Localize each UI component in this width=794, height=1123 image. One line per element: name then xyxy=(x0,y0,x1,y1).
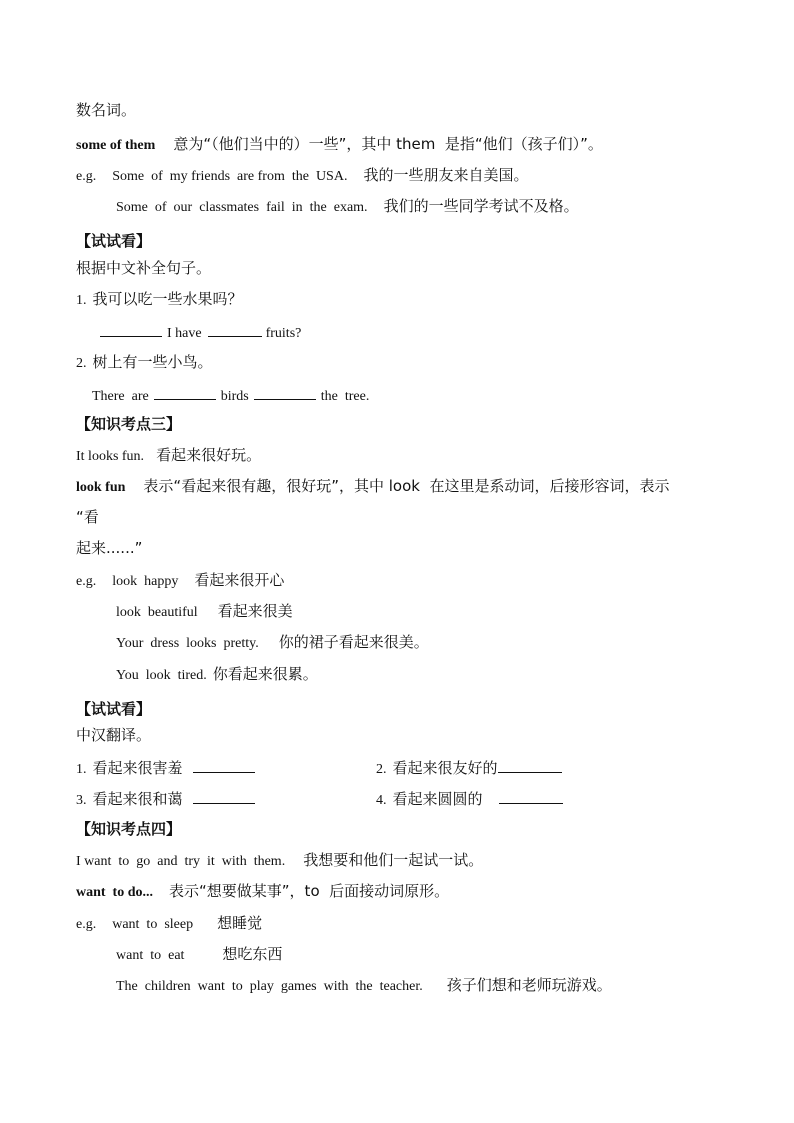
sentence-part: fruits? xyxy=(265,326,302,341)
sentence-part: I have xyxy=(167,326,202,341)
example-line xyxy=(76,571,284,591)
definition-line xyxy=(76,135,603,155)
translation-item-2 xyxy=(376,758,562,779)
example-chinese: 我想要和他们一起试一试。 xyxy=(303,851,484,869)
example-chinese: 想吃东西 xyxy=(222,945,283,963)
translation-item-3 xyxy=(76,789,255,810)
answer-line-2 xyxy=(92,385,369,406)
example-line xyxy=(116,976,612,996)
heading-text: 【试试看】 xyxy=(76,232,152,250)
translation-item-4 xyxy=(376,789,563,810)
text-line xyxy=(76,101,136,119)
definition-text: 意为“（他们当中的）一些”，其中 them 是指“他们（孩子们）”。 xyxy=(173,135,603,153)
question-2 xyxy=(76,353,213,373)
example-chinese: 看起来很美 xyxy=(217,602,293,620)
instruction-text: 中汉翻译。 xyxy=(76,726,152,744)
example-english: look beautiful xyxy=(116,605,198,620)
question-prompt: 看起来圆圆的 xyxy=(392,790,483,808)
example-chinese: 你的裙子看起来很美。 xyxy=(278,633,429,651)
question-prompt: 看起来很害羞 xyxy=(92,759,183,777)
example-english: The children want to play games with the teacher. xyxy=(116,979,423,994)
example-english: You look tired. xyxy=(116,668,207,683)
definition-text: 表示“想要做某事”，to 后面接动词原形。 xyxy=(169,882,450,900)
key-phrase: look fun xyxy=(76,480,126,495)
example-chinese: 看起来很开心 xyxy=(194,571,285,589)
example-chinese: 我的一些朋友来自美国。 xyxy=(363,166,529,184)
heading-text: 【知识考点三】 xyxy=(76,415,182,433)
example-english: Some of our classmates fail in the exam. xyxy=(116,200,368,215)
instruction xyxy=(76,259,211,277)
example-chinese: 看起来很好玩。 xyxy=(156,446,262,464)
example-line xyxy=(76,166,528,186)
definition-text: 表示“看起来很有趣，很好玩”，其中 look 在这里是系动词，后接形容词，表示 xyxy=(143,477,670,495)
answer-blank[interactable] xyxy=(100,322,162,337)
answer-blank[interactable] xyxy=(193,758,255,773)
section-heading xyxy=(76,700,151,718)
definition-line xyxy=(76,882,449,902)
example-english: want to sleep xyxy=(112,917,194,932)
sentence-part: the tree. xyxy=(320,389,370,404)
example-label: e.g. xyxy=(76,169,97,184)
example-label: e.g. xyxy=(76,574,97,589)
instruction-text: 根据中文补全句子。 xyxy=(76,259,212,277)
question-prompt: 树上有一些小鸟。 xyxy=(92,353,213,371)
question-number: 1. xyxy=(76,762,87,777)
example-line xyxy=(116,602,293,622)
heading-text: 【试试看】 xyxy=(76,700,152,718)
section-heading xyxy=(76,232,151,250)
answer-blank[interactable] xyxy=(154,385,216,400)
example-line xyxy=(116,945,282,965)
example-label: e.g. xyxy=(76,917,97,932)
example-sentence xyxy=(76,446,261,466)
sentence-part: There are xyxy=(92,389,149,404)
definition-text: “看 xyxy=(76,508,99,526)
definition-wrap xyxy=(76,539,142,557)
question-number: 2. xyxy=(376,762,387,777)
example-english: I want to go and try it with them. xyxy=(76,854,286,869)
translation-item-1 xyxy=(76,758,255,779)
example-english: Your dress looks pretty. xyxy=(116,636,259,651)
question-number: 3. xyxy=(76,793,87,808)
example-line xyxy=(116,197,579,217)
example-chinese: 你看起来很累。 xyxy=(212,665,318,683)
question-number: 4. xyxy=(376,793,387,808)
example-chinese: 孩子们想和老师玩游戏。 xyxy=(446,976,612,994)
answer-blank[interactable] xyxy=(254,385,316,400)
section-heading xyxy=(76,415,181,433)
example-english: It looks fun. xyxy=(76,449,145,464)
definition-line xyxy=(76,477,669,497)
question-prompt: 看起来很友好的 xyxy=(392,759,498,777)
example-english: look happy xyxy=(112,574,179,589)
example-english: want to eat xyxy=(116,948,185,963)
example-line xyxy=(116,665,318,685)
example-line xyxy=(116,633,429,653)
answer-blank[interactable] xyxy=(499,789,563,804)
sentence-part: birds xyxy=(220,389,249,404)
heading-text: 【知识考点四】 xyxy=(76,820,182,838)
example-sentence xyxy=(76,851,483,871)
example-chinese: 我们的一些同学考试不及格。 xyxy=(383,197,579,215)
question-number: 1. xyxy=(76,293,87,308)
answer-line-1 xyxy=(100,322,301,343)
question-1 xyxy=(76,290,243,310)
question-prompt: 看起来很和蔼 xyxy=(92,790,183,808)
section-heading xyxy=(76,820,181,838)
key-phrase: some of them xyxy=(76,138,156,153)
instruction xyxy=(76,726,151,744)
example-line xyxy=(76,914,262,934)
key-phrase: want to do... xyxy=(76,885,154,900)
answer-blank[interactable] xyxy=(193,789,255,804)
answer-blank[interactable] xyxy=(498,758,562,773)
definition-wrap xyxy=(76,508,99,526)
paragraph-text: 数名词。 xyxy=(76,101,137,119)
question-prompt: 我可以吃一些水果吗？ xyxy=(92,290,243,308)
answer-blank[interactable] xyxy=(208,322,262,337)
example-chinese: 想睡觉 xyxy=(217,914,263,932)
definition-text: 起来......” xyxy=(76,539,143,557)
example-english: Some of my friends are from the USA. xyxy=(112,169,348,184)
question-number: 2. xyxy=(76,356,87,371)
